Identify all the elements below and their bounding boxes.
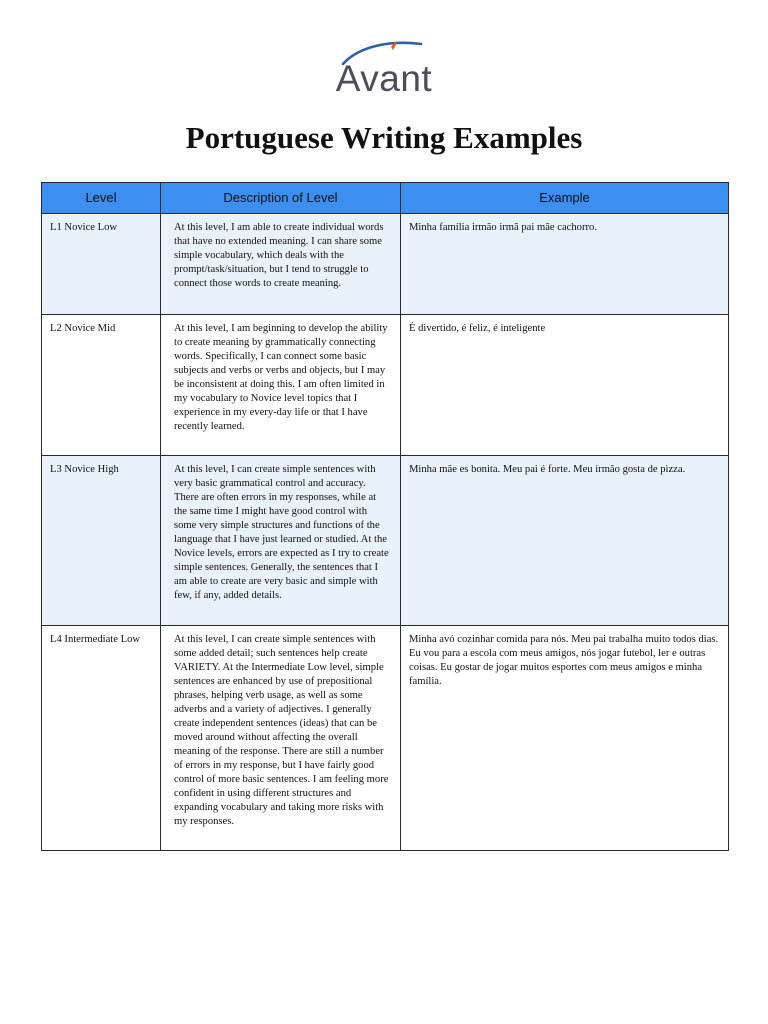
- writing-levels-table: [41, 182, 729, 851]
- page-title: Portuguese Writing Examples: [185, 120, 583, 155]
- level-cell: L3 Novice High: [42, 456, 161, 626]
- table-row: [42, 214, 729, 315]
- avant-logo: [0, 38, 768, 100]
- column-header-level: Level: [42, 183, 161, 214]
- table-row: [42, 456, 729, 626]
- description-cell: At this level, I am beginning to develop the ability to create meaning by grammatically connecting words. Specifically, I can connect some basic subjects and verbs or verbs and objects, but I may be inconsistent at doing this. I am often limited in my vocabulary to Novice level topics that I experience in my every-day life or that I have recently learned.: [161, 315, 401, 456]
- description-cell: At this level, I can create simple sentences with very basic grammatical control and accuracy. There are often errors in my responses, while at the same time I might have good control with some very simple structures and functions of the language that I have just learned or studied. At the Novice levels, errors are expected as I try to create simple sentences. Generally, the sentences that I am able to create are very basic and simple with few, if any, added details.: [161, 456, 401, 626]
- example-cell: Minha mãe es bonita. Meu pai é forte. Meu irmão gosta de pizza.: [401, 456, 729, 626]
- example-cell: Minha avó cozinhar comida para nós. Meu pai trabalha muito todos dias. Eu vou para a escola com meus amigos, nós jogar futebol, ler e outras coisas. Eu gostar de jogar muitos esportes com meus amigos e minha família.: [401, 626, 729, 851]
- description-cell: At this level, I can create simple sentences with some added detail; such sentences help create VARIETY. At the Intermediate Low level, simple sentences are enhanced by use of prepositional phrases, helping verb usage, as well as some adverbs and a variety of adjectives. I generally create independent sentences (ideas) that can be moved around without affecting the overall meaning of the response. There are still a number of errors in my response, but I have fairly good control of more basic sentences. I am feeling more confident in using different structures and expanding vocabulary and taking more risks with my responses.: [161, 626, 401, 851]
- table-row: [42, 626, 729, 851]
- table-header-row: [42, 183, 729, 214]
- level-cell: L1 Novice Low: [42, 214, 161, 315]
- description-cell: At this level, I am able to create individual words that have no extended meaning. I can share some simple vocabulary, which deals with the prompt/task/situation, but I tend to struggle to connect those words to create meaning.: [161, 214, 401, 315]
- level-cell: L4 Intermediate Low: [42, 626, 161, 851]
- example-cell: Minha família irmão irmã pai mãe cachorro.: [401, 214, 729, 315]
- level-cell: L2 Novice Mid: [42, 315, 161, 456]
- example-cell: É divertido, é feliz, é inteligente: [401, 315, 729, 456]
- logo-wordmark: Avant: [335, 58, 433, 99]
- column-header-example: Example: [401, 183, 729, 214]
- table-row: [42, 315, 729, 456]
- column-header-description: Description of Level: [161, 183, 401, 214]
